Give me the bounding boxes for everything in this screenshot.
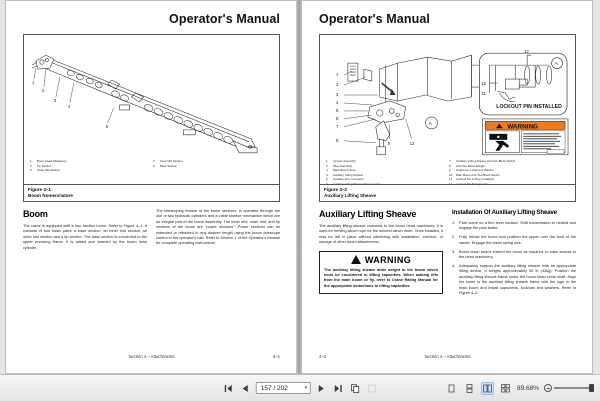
legend-number: 5. — [326, 177, 329, 182]
warning-text: The auxiliary lifting sheave adds weight to the boom which must be considered in lifting capacities. When making lifts from the main boom or fly, refer to Crane Rating Manual for the appropriate deductions to lifting capacities. — [324, 267, 438, 288]
callout-3: 3 — [335, 92, 339, 98]
legend-text: Auxiliary Arm Connector — [333, 177, 365, 182]
previous-page-icon[interactable] — [239, 382, 252, 395]
legend-number: 4. — [153, 159, 156, 163]
legend-text: Capscrew, Locknut & Washer — [456, 168, 494, 173]
legend-text: Plug Assembly — [333, 163, 352, 168]
callout-12: 12 — [409, 140, 415, 146]
page-navigation-group — [222, 382, 379, 395]
boom-nomenclature-illustration — [24, 35, 279, 158]
footer-left-slot — [23, 354, 108, 359]
zoom-out-icon[interactable] — [544, 384, 552, 392]
legend-text: Base Section — [160, 163, 178, 168]
step-text: Adequately support the auxiliary lifting sheave with an appropriate lifting device. It weighs approximately 95 lb (43kg). Position the auxiliary lifting sheave frame under the boom head cross shaft. Align the holes in the auxiliary lifting sheave frame with the lugs in the main boom and install capscrews, locknuts and washers. Refer to Figure 4–2. — [459, 263, 576, 295]
zoom-level-label: 89.68% — [516, 384, 539, 392]
two-page-view-icon[interactable] — [481, 382, 494, 395]
callout-1: 1 — [335, 72, 339, 78]
step-number: 4. — [452, 263, 456, 268]
figure-4-2-legend — [320, 158, 575, 186]
installation-steps — [452, 221, 576, 296]
figure-caption-number: Figure 4–2 — [324, 187, 347, 192]
boom-diagram-svg — [24, 35, 279, 158]
legend-text: Auxiliary Lifting Sheave — [333, 172, 364, 177]
step-number: 1. — [452, 221, 456, 225]
detail-badge-a: A — [554, 61, 558, 68]
legend-text: Jumper Assembly — [333, 159, 356, 163]
page-number-input[interactable] — [256, 382, 311, 394]
aux-sheave-diagram-svg — [320, 35, 575, 158]
step-item — [452, 250, 576, 261]
callout-5: 5 — [335, 107, 339, 113]
lockout-pin-installed-label: LOCKOUT PIN INSTALLED — [496, 103, 562, 110]
legend-number: 12. — [449, 181, 454, 186]
figure-caption-title: Boom Nomenclature — [28, 193, 73, 198]
legend-text: Auxiliary Lifting Sheave Rope Guard — [333, 181, 380, 186]
warning-decal-title: WARNING — [507, 123, 538, 131]
zoom-slider[interactable] — [554, 387, 592, 389]
legend-text: Lockout Pin & Plug (installed) — [456, 177, 494, 182]
callout-4: 4 — [67, 103, 71, 109]
figure-4-1-caption — [24, 184, 279, 201]
view-and-zoom-group — [445, 382, 592, 395]
boom-paragraph-2: The telescoping feature of the boom sections, is operated through the use of two hydraulic cylinders and a cable sheave mechanism which are an integral part of the boom assembly. The inner mid, outer mid, and tip sections of the boom are “power sections”. Power sections can be extended or retracted to any desired length using the boom telescope control in the operator's cab. Refer to Section 1 of the Operator's Manual for complete operating instructions. — [156, 209, 280, 246]
callout-7: 7 — [335, 123, 339, 129]
legend-number: 3. — [30, 168, 33, 173]
legend-text: Main Boom Head — [333, 168, 356, 173]
copy-icon[interactable] — [348, 382, 361, 395]
callout-2: 2 — [335, 82, 339, 88]
legend-number: 3. — [326, 168, 329, 173]
page-number-value: 157 / 202 — [260, 384, 288, 392]
page-right — [302, 1, 592, 373]
page-left — [6, 1, 296, 373]
step-item — [452, 264, 576, 296]
legend-column-right — [153, 159, 276, 173]
legend-text: Tip Section — [37, 163, 52, 168]
legend-text: Boom Head Machinery — [37, 159, 67, 163]
legend-number: 1. — [326, 159, 329, 163]
callout-2: 2 — [41, 88, 45, 94]
aux-sheave-intro: The auxiliary lifting sheave connects to the boom head machinery. It is used for reeving winch rope for the second winch drum. Once installed, it may be left in place without interfering with installation, erection, or storage of other boom attachments. — [319, 224, 443, 245]
legend-number: 8. — [449, 163, 452, 168]
detail-callout-12: 12 — [524, 49, 529, 55]
legend-number: 6. — [326, 181, 329, 186]
zoom-slider-knob[interactable] — [589, 384, 594, 392]
left-column-2 — [156, 209, 280, 256]
footer-page-number: 4–1 — [272, 354, 280, 359]
legend-number: 2. — [30, 163, 33, 168]
callout-8: 8 — [335, 137, 339, 143]
warning-triangle-icon — [351, 255, 361, 264]
section-heading-aux-sheave: Auxiliary Lifting Sheave — [319, 209, 417, 219]
step-number: 3. — [452, 249, 456, 254]
facing-pages-scroll-icon[interactable] — [499, 382, 512, 395]
legend-item — [30, 168, 153, 173]
page-footer-left — [23, 354, 280, 359]
step-item — [452, 221, 576, 232]
figure-4-2 — [319, 34, 576, 202]
left-column-1 — [23, 209, 147, 256]
legend-number: 11. — [449, 177, 453, 182]
section-heading-boom: Boom — [23, 209, 48, 219]
step-text: Fully retract the boom and position the upper over the front of the carrier. Engage the travel swing lock. — [459, 235, 576, 245]
legend-number: 2. — [326, 163, 329, 168]
callout-5: 5 — [105, 123, 109, 129]
right-page-columns — [319, 209, 576, 300]
legend-item — [153, 164, 276, 169]
figure-caption-title: Auxiliary Lifting Sheave — [324, 193, 377, 198]
legend-number: 1. — [30, 159, 33, 163]
chevron-down-icon[interactable]: ▾ — [304, 385, 308, 391]
figure-caption-number: Figure 4–1 — [28, 187, 51, 192]
page-header-right: Operator's Manual — [319, 12, 430, 26]
legend-text: Anti-Two Block Weight — [456, 163, 485, 168]
figure-4-1-legend — [24, 158, 279, 180]
legend-text: Main Boom Anti-Two Block Switch — [456, 172, 500, 177]
step-number: 2. — [452, 235, 456, 240]
legend-number: 7. — [449, 159, 452, 163]
auxiliary-lifting-sheave-illustration — [320, 35, 575, 158]
legend-column-left — [30, 159, 153, 173]
next-page-icon[interactable] — [314, 382, 327, 395]
page-header-left: Operator's Manual — [169, 12, 280, 26]
detail-view-lockout-pin — [479, 49, 567, 115]
detail-callout-11: 11 — [481, 91, 486, 97]
callout-9: 9 — [387, 140, 391, 146]
page-footer-right — [319, 354, 576, 359]
callout-6: 6 — [335, 115, 339, 121]
viewer-toolbar — [0, 374, 600, 401]
legend-column-right — [449, 159, 572, 187]
legend-text: Auxiliary Lifting Sheave Anti-Two Block Switch — [456, 159, 516, 163]
first-page-icon[interactable] — [222, 382, 235, 395]
zoom-slider-control[interactable] — [544, 384, 592, 392]
footer-page-number: 4–2 — [319, 354, 327, 359]
warning-decal — [482, 119, 568, 155]
footer-right-slot — [491, 354, 576, 359]
step-text: Boom down and/or extend the boom as required, to ease access to the head machinery. — [459, 249, 576, 260]
legend-number: 4. — [326, 172, 329, 177]
last-page-icon[interactable] — [331, 382, 344, 395]
warning-box — [319, 251, 443, 294]
right-column-2 — [452, 209, 576, 300]
legend-number: 5. — [153, 163, 156, 168]
figure-4-1 — [23, 34, 280, 202]
step-text: Park crane on a firm level surface. Shift transmission to neutral and engage the park brake. — [459, 221, 576, 231]
left-page-columns — [23, 209, 280, 256]
detail-badge-main: A — [428, 120, 432, 127]
single-page-view-icon[interactable] — [445, 382, 458, 395]
select-tool-icon[interactable] — [365, 382, 378, 395]
legend-text: Outer Mid Section — [37, 168, 61, 173]
right-column-1 — [319, 209, 443, 300]
detail-callout-10: 10 — [481, 81, 487, 87]
callout-1: 1 — [31, 80, 35, 86]
boom-paragraph-1: The crane is equipped with a four section boom. Refer to Figure 4–1. It consists of four basic parts: a base section, an inner mid section, an outer mid section and a tip section. The base section is connected to the upper revolving frame. It is raised and lowered by the boom hoist cylinder. — [23, 224, 147, 250]
warning-title: WARNING — [364, 254, 412, 265]
section-heading-installation: Installation Of Auxiliary Lifting Sheave — [452, 209, 557, 216]
legend-text: Inner Mid Section — [160, 159, 183, 163]
footer-section-label: Section 4 – Attachments — [128, 354, 175, 359]
continuous-scroll-icon[interactable] — [463, 382, 476, 395]
step-item — [452, 235, 576, 246]
legend-number: 9. — [449, 168, 452, 173]
footer-section-label: Section 4 – Attachments — [424, 354, 471, 359]
legend-text: Lockout Pin Storage Hole — [456, 181, 489, 186]
callout-3: 3 — [53, 97, 57, 103]
legend-column-left — [326, 159, 449, 187]
callout-4: 4 — [335, 99, 339, 105]
legend-number: 10. — [449, 172, 454, 177]
warning-header — [324, 255, 438, 265]
